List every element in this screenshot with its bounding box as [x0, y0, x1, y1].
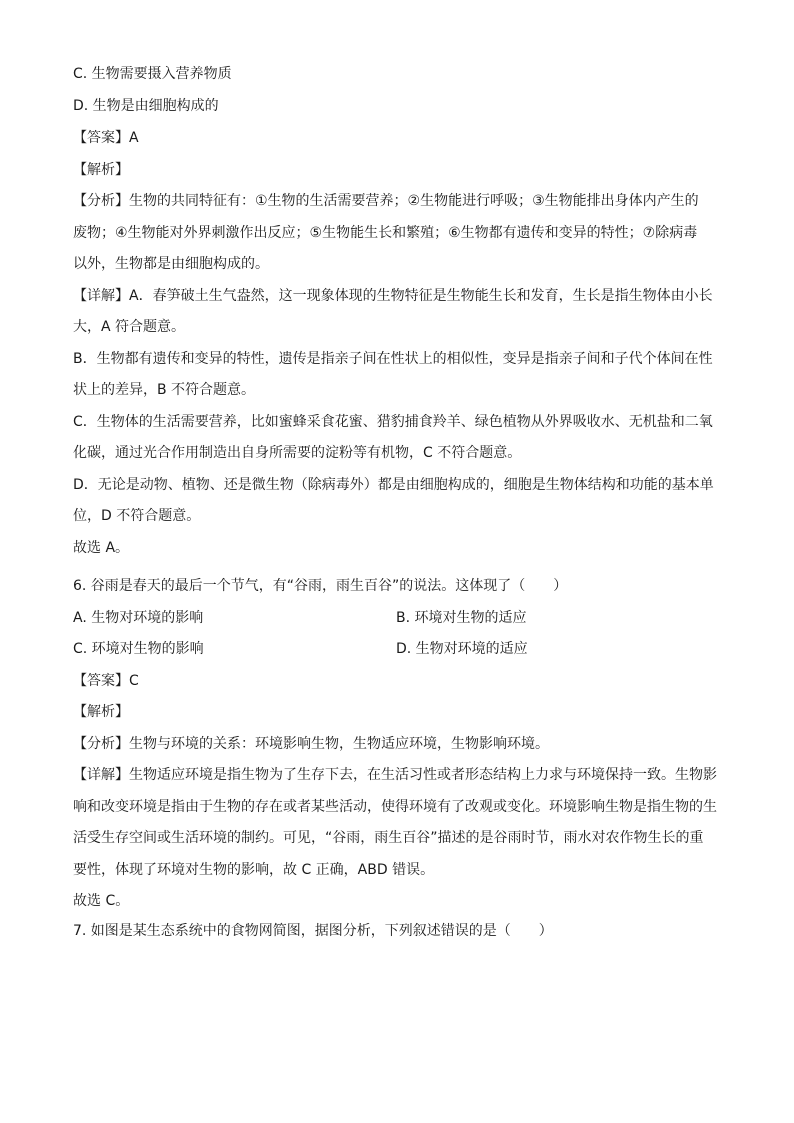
q5-detail-line: B．生物都有遗传和变异的特性，遗传是指亲子间在性状上的相似性，变异是指亲子间和子代个体间在性: [73, 351, 713, 367]
q5-answer: 【答案】A: [73, 130, 139, 146]
q5-analysis-line: 废物；④生物能对外界刺激作出反应；⑤生物能生长和繁殖；⑥生物都有遗传和变异的特性；⑦除病毒: [73, 225, 698, 241]
q5-conclusion: 故选 A。: [73, 540, 130, 556]
q6-detail-line: 活受生存空间或生活环境的制约。可见，“谷雨，雨生百谷”描述的是谷雨时节，雨水对农作物生长的重: [73, 830, 704, 846]
q6-option-c: C. 环境对生物的影响: [73, 641, 204, 657]
q5-detail-line: C．生物体的生活需要营养，比如蜜蜂采食花蜜、猎豹捕食羚羊、绿色植物从外界吸收水、无机盐和二氧: [73, 414, 713, 430]
q6-analysis-heading: 【解析】: [73, 704, 129, 720]
q6-answer: 【答案】C: [73, 673, 139, 689]
q5-option-c: C. 生物需要摄入营养物质: [73, 66, 232, 82]
q6-detail-line: 【详解】生物适应环境是指生物为了生存下去，在生活习性或者形态结构上力求与环境保持一致。生物影: [73, 767, 717, 783]
q5-analysis-heading: 【解析】: [73, 162, 129, 178]
q5-detail-line: 化碳，通过光合作用制造出自身所需要的淀粉等有机物，C 不符合题意。: [73, 445, 522, 461]
q5-detail-line: 【详解】A．春笋破土生气盎然，这一现象体现的生物特征是生物能生长和发育，生长是指生物体由小长: [73, 288, 713, 304]
q5-analysis-line: 以外，生物都是由细胞构成的。: [73, 256, 269, 272]
q5-detail-line: 位，D 不符合题意。: [73, 508, 201, 524]
q6-option-d: D. 生物对环境的适应: [396, 641, 528, 657]
q6-conclusion: 故选 C。: [73, 893, 130, 909]
q5-detail-line: 大，A 符合题意。: [73, 319, 186, 335]
q5-detail-line: D．无论是动物、植物、还是微生物（除病毒外）都是由细胞构成的，细胞是生物体结构和功能的基本单: [73, 477, 714, 493]
q6-detail-line: 响和改变环境是指由于生物的存在或者某些活动，使得环境有了改观或变化。环境影响生物是指生物的生: [73, 799, 717, 815]
q5-option-d: D. 生物是由细胞构成的: [73, 98, 219, 114]
q6-analysis: 【分析】生物与环境的关系：环境影响生物，生物适应环境，生物影响环境。: [73, 736, 549, 752]
q7-question: 7. 如图是某生态系统中的食物网简图，据图分析，下列叙述错误的是（ ）: [73, 923, 553, 939]
q6-option-a: A. 生物对环境的影响: [73, 610, 204, 626]
q5-detail-line: 状上的差异，B 不符合题意。: [73, 382, 256, 398]
q5-analysis-line: 【分析】生物的共同特征有：①生物的生活需要营养；②生物能进行呼吸；③生物能排出身体内产生的: [73, 193, 699, 209]
q6-option-b: B. 环境对生物的适应: [396, 610, 527, 626]
q6-detail-line: 要性，体现了环境对生物的影响，故 C 正确，ABD 错误。: [73, 862, 435, 878]
q6-question: 6. 谷雨是春天的最后一个节气，有“谷雨，雨生百谷”的说法。这体现了（ ）: [73, 578, 568, 594]
